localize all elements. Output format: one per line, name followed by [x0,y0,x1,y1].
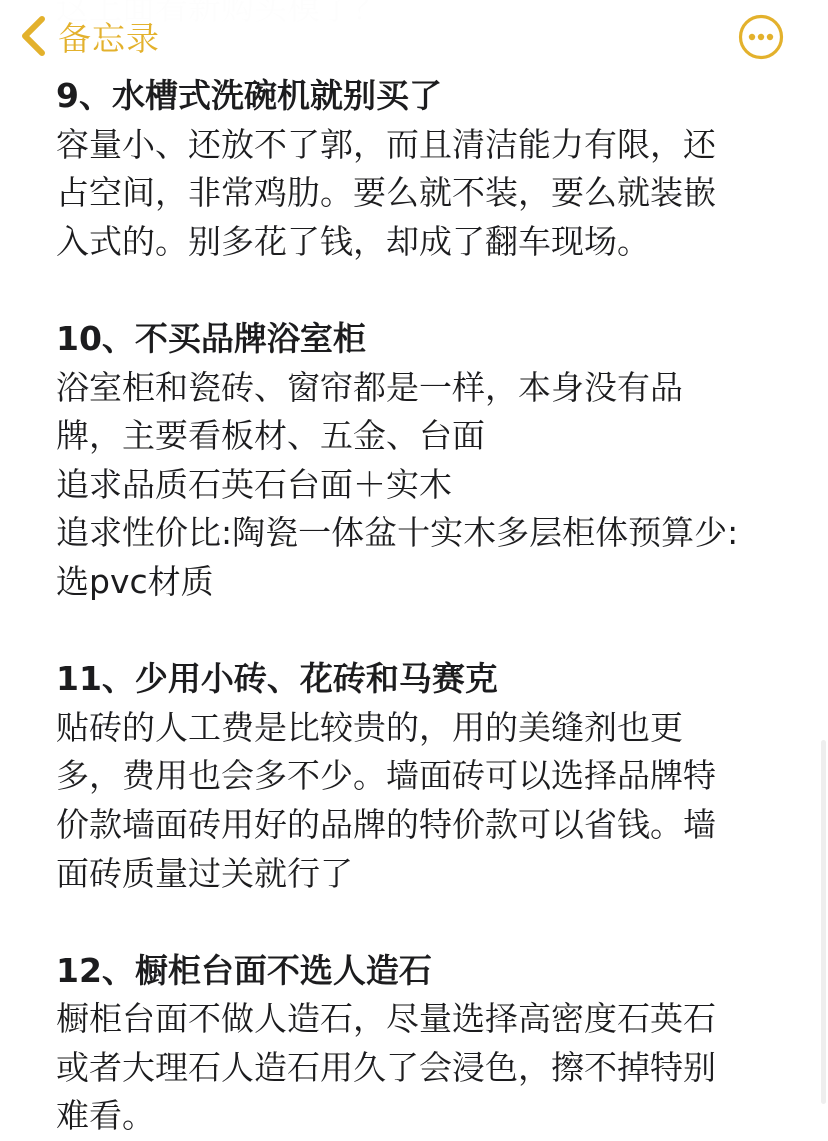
blank-line [56,898,776,947]
body-line: 占空间，非常鸡肋。要么就不装，要么就装嵌 [56,173,716,213]
ellipsis-circle-icon [738,14,784,60]
body-line: 入式的。别多花了钱，却成了翻车现场。 [56,221,650,261]
chevron-left-icon [18,14,48,58]
body-line: 容量小、还放不了郭，而且清洁能力有限，还 [56,124,716,164]
body-line: 追求性价比:陶瓷一体盆十实木多层柜体预算少: [56,513,739,553]
blank-line [56,607,776,656]
section-heading: 9、水槽式洗碗机就别买了 [56,76,442,115]
body-line: 追求品质石英石台面＋实木 [56,464,452,504]
more-button[interactable] [738,14,784,60]
body-line: 价款墙面砖用好的品牌的特价款可以省钱。墙 [56,804,716,844]
body-line: 浴室柜和瓷砖、窗帘都是一样，本身没有品 [56,367,683,407]
section-heading: 11、少用小砖、花砖和马赛克 [56,659,498,699]
body-line: 多，费用也会多不少。墙面砖可以选择品牌特 [56,756,716,796]
scrollbar[interactable] [821,740,826,1104]
section-heading: 10、不买品牌浴室柜 [56,318,366,358]
note-body[interactable] [56,72,776,1141]
body-line: 或者大理石人造石用久了会浸色，擦不掉特别 [56,1047,716,1087]
blank-line [56,266,776,315]
back-button[interactable] [18,12,160,60]
body-line: 选pvc材质 [56,561,214,601]
body-line: 贴砖的人工费是比较贵的，用的美缝剂也更 [56,707,683,747]
body-line: 橱柜台面不做人造石，尽量选择高密度石英石 [56,999,716,1039]
body-line: 牌，主要看板材、五金、台面 [56,416,485,456]
body-line: 面砖质量过关就行了 [56,853,353,893]
back-label: 备忘录 [58,18,160,58]
body-line: 难看。 [56,1096,155,1136]
section-heading: 12、橱柜台面不选人造石 [56,950,432,990]
navigation-bar [0,0,828,72]
